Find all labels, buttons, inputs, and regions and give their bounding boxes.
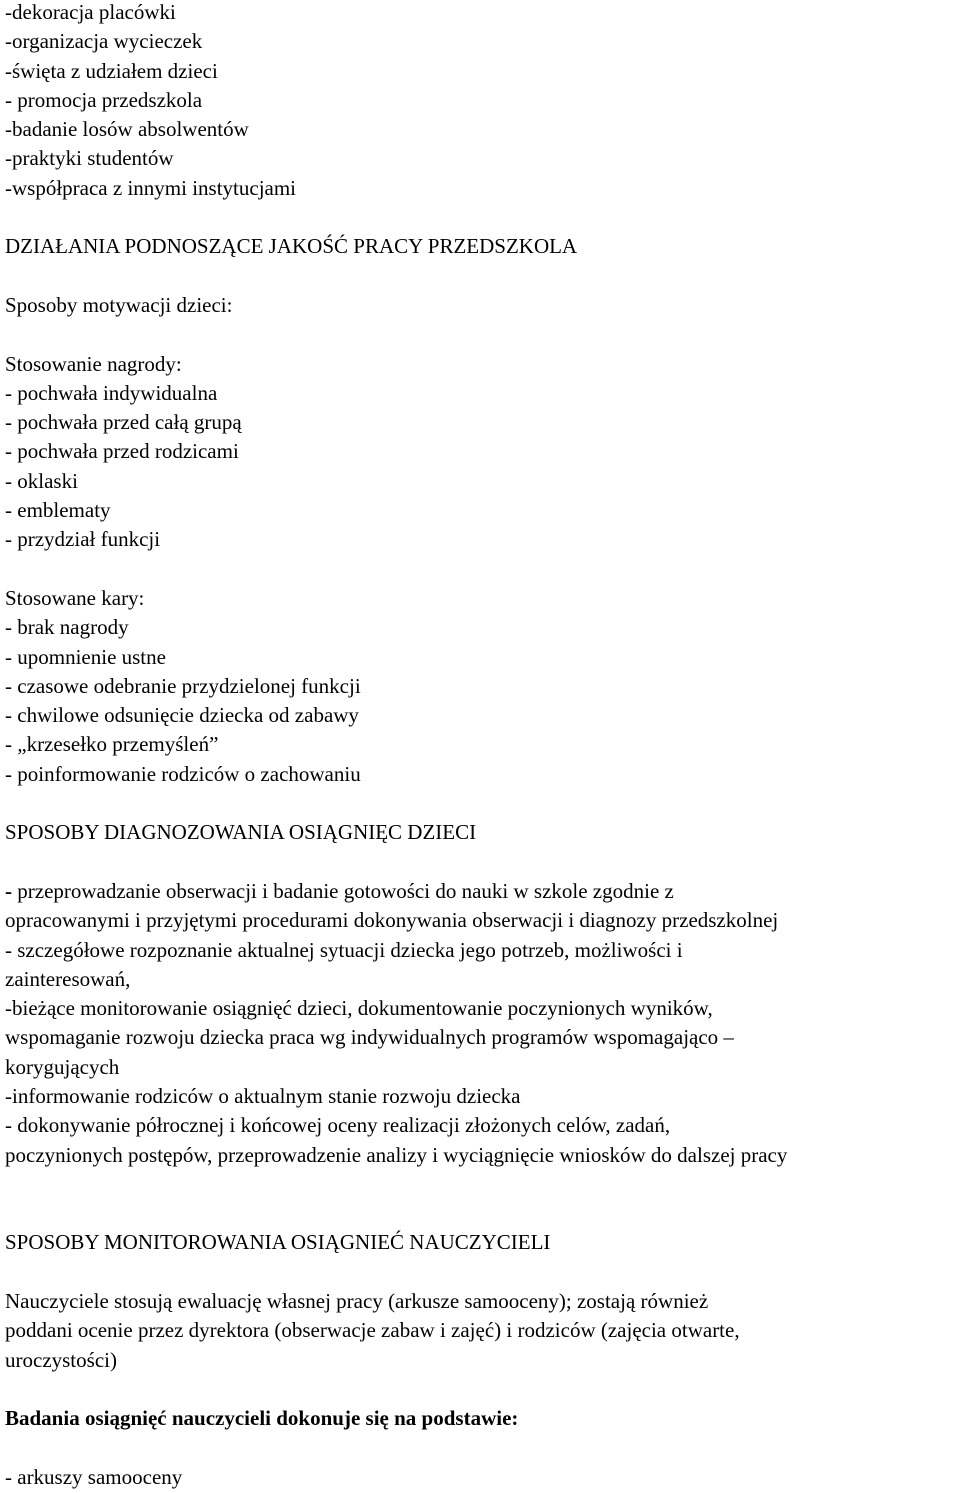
list-item: -dekoracja placówki bbox=[5, 0, 176, 24]
paragraph-line: -informowanie rodziców o aktualnym stanie rozwoju dziecka bbox=[5, 1083, 521, 1108]
document-page bbox=[5, 0, 957, 1492]
paragraph-line bbox=[5, 877, 957, 906]
punishments-list bbox=[5, 613, 957, 789]
section-heading-monitoring: SPOSOBY MONITOROWANIA OSIĄGNIEĆ NAUCZYCIELI bbox=[5, 1230, 551, 1255]
paragraph-line: zainteresowań, bbox=[5, 966, 131, 991]
list-item: -organizacja wycieczek bbox=[5, 29, 203, 54]
assessment-list bbox=[5, 1463, 957, 1492]
list-item: -praktyki studentów bbox=[5, 146, 174, 171]
paragraph-line: - dokonywanie półrocznej i końcowej oceny realizacji złożonych celów, zadań, bbox=[5, 1113, 671, 1138]
list-item: - czasowe odebranie przydzielonej funkcji bbox=[5, 673, 361, 698]
paragraph-line-text: przeprowadzanie obserwacji i badanie gotowości do nauki w szkole zgodnie z bbox=[12, 878, 674, 903]
list-item: - pochwała indywidualna bbox=[5, 380, 218, 405]
list-item: - pochwała przed rodzicami bbox=[5, 439, 239, 464]
bold-dash: - bbox=[5, 878, 12, 903]
paragraph-line: korygujących bbox=[5, 1054, 120, 1079]
monitoring-paragraph bbox=[5, 1287, 957, 1375]
paragraph-line: poddani ocenie przez dyrektora (obserwacje zabaw i zajęć) i rodziców (zajęcia otwarte, bbox=[5, 1318, 740, 1343]
list-item: - „krzesełko przemyśleń” bbox=[5, 732, 219, 757]
subheading-motivation: Sposoby motywacji dzieci: bbox=[5, 292, 233, 317]
list-item: -święta z udziałem dzieci bbox=[5, 58, 218, 83]
punishments-heading: Stosowane kary: bbox=[5, 585, 145, 610]
list-item: - pochwała przed całą grupą bbox=[5, 410, 242, 435]
diagnosis-paragraph bbox=[5, 877, 957, 1170]
subheading-teacher-assessment: Badania osiągnięć nauczycieli dokonuje się na podstawie: bbox=[5, 1406, 519, 1431]
section-heading-quality: DZIAŁANIA PODNOSZĄCE JAKOŚĆ PRACY PRZEDSZKOLA bbox=[5, 234, 578, 259]
paragraph-line: -bieżące monitorowanie osiągnięć dzieci, dokumentowanie poczynionych wyników, bbox=[5, 996, 713, 1021]
section-heading-diagnosis: SPOSOBY DIAGNOZOWANIA OSIĄGNIĘC DZIECI bbox=[5, 820, 477, 845]
paragraph-line: uroczystości) bbox=[5, 1347, 117, 1372]
list-item: -współpraca z innymi instytucjami bbox=[5, 175, 297, 200]
list-item: -badanie losów absolwentów bbox=[5, 117, 249, 142]
paragraph-line: Nauczyciele stosują ewaluację własnej pracy (arkusze samooceny); zostają również bbox=[5, 1289, 709, 1314]
paragraph-line: - szczegółowe rozpoznanie aktualnej sytuacji dziecka jego potrzeb, możliwości i bbox=[5, 937, 683, 962]
list-item: - brak nagrody bbox=[5, 615, 129, 640]
rewards-list bbox=[5, 379, 957, 555]
list-item: - upomnienie ustne bbox=[5, 644, 166, 669]
list-item: - chwilowe odsunięcie dziecka od zabawy bbox=[5, 703, 359, 728]
rewards-heading: Stosowanie nagrody: bbox=[5, 351, 182, 376]
list-item: - arkuszy samooceny bbox=[5, 1464, 183, 1489]
paragraph-line: wspomaganie rozwoju dziecka praca wg indywidualnych programów wspomagająco – bbox=[5, 1025, 734, 1050]
list-item: - poinformowanie rodziców o zachowaniu bbox=[5, 761, 361, 786]
paragraph-line: poczynionych postępów, przeprowadzenie analizy i wyciągnięcie wniosków do dalszej pracy bbox=[5, 1142, 788, 1167]
list-item: - przydział funkcji bbox=[5, 527, 161, 552]
list-item: - oklaski bbox=[5, 468, 78, 493]
intro-list bbox=[5, 0, 957, 203]
paragraph-line: opracowanymi i przyjętymi procedurami dokonywania obserwacji i diagnozy przedszkolnej bbox=[5, 908, 779, 933]
list-item: - promocja przedszkola bbox=[5, 87, 203, 112]
list-item: - emblematy bbox=[5, 498, 111, 523]
